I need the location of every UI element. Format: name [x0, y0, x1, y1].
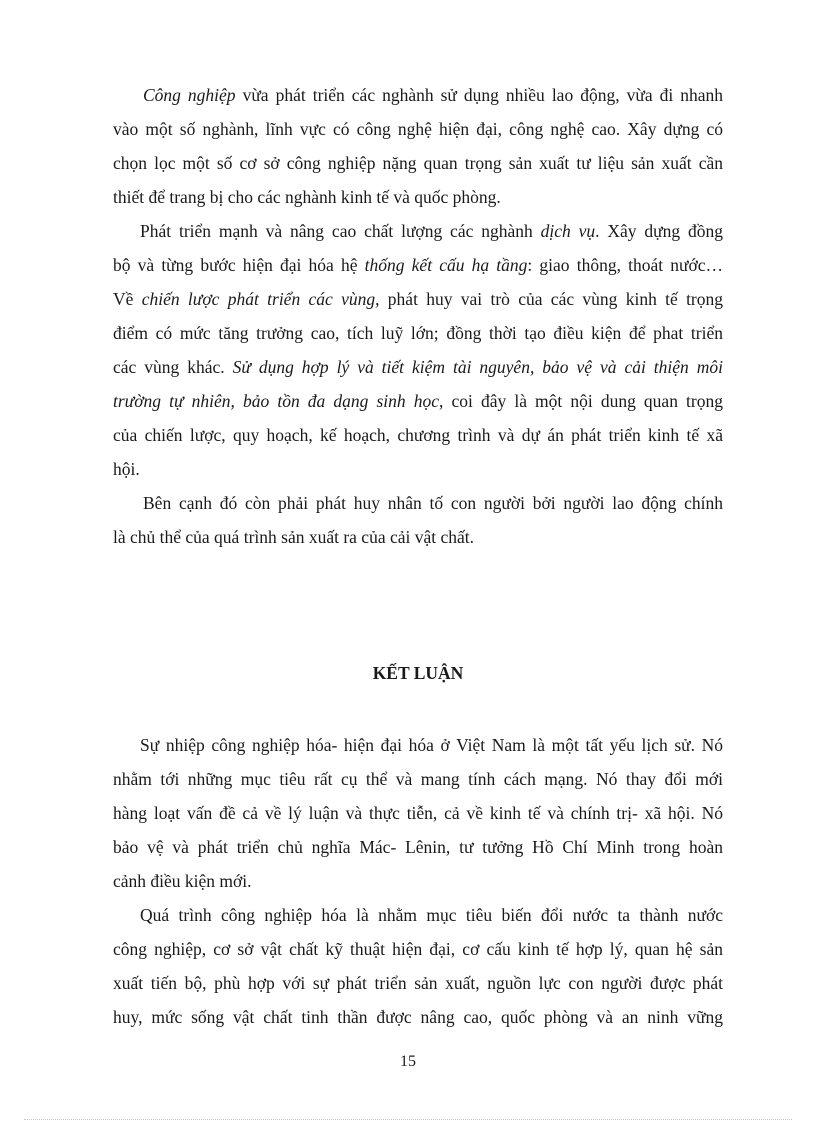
- paragraph-line: trường tự nhiên, bảo tồn đa dạng sinh học, coi đây là một nội dung quan trọng: [113, 391, 723, 411]
- paragraph-line: xuất tiến bộ, phù hợp với sự phát triển sản xuất, nguồn lực con người được phát: [113, 973, 723, 993]
- paragraph-line: điểm có mức tăng trưởng cao, tích luỹ lớn; đồng thời tạo điều kiện để phat triển: [113, 323, 723, 343]
- paragraph-line: hàng loạt vấn đề cả về lý luận và thực tiễn, cả về kinh tế và chính trị- xã hội. Nó: [113, 803, 723, 823]
- paragraph-line: Phát triển mạnh và nâng cao chất lượng các nghành dịch vụ. Xây dựng đồng: [140, 221, 723, 241]
- paragraph-line: hội.: [113, 459, 140, 479]
- page-number: 15: [400, 1053, 416, 1070]
- paragraph-line: bảo vệ và phát triển chủ nghĩa Mác- Lênin, tư tưởng Hồ Chí Minh trong hoàn: [113, 837, 723, 857]
- paragraph-line: vào một số nghành, lĩnh vực có công nghệ hiện đại, công nghệ cao. Xây dựng có: [113, 119, 723, 139]
- page-bottom-divider: [24, 1119, 792, 1120]
- paragraph-line: Công nghiệp vừa phát triển các nghành sử dụng nhiều lao động, vừa đi nhanh: [143, 85, 723, 105]
- italic-term: dịch vụ: [540, 221, 596, 241]
- paragraph-line: huy, mức sống vật chất tinh thần được nâng cao, quốc phòng và an ninh vững: [113, 1007, 723, 1027]
- paragraph-line: của chiến lược, quy hoạch, kế hoạch, chương trình và dự án phát triển kinh tế xã: [113, 425, 723, 445]
- paragraph-line: Quá trình công nghiệp hóa là nhằm mục tiêu biến đổi nước ta thành nước: [140, 905, 723, 925]
- paragraph-line: công nghiệp, cơ sở vật chất kỹ thuật hiện đại, cơ cấu kinh tế hợp lý, quan hệ sản: [113, 939, 723, 959]
- italic-term: trường tự nhiên, bảo tồn đa dạng sinh học: [113, 391, 440, 411]
- paragraph-line: chọn lọc một số cơ sở công nghiệp nặng quan trọng sản xuất tư liệu sản xuất cần: [113, 153, 723, 173]
- paragraph-line: các vùng khác. Sử dụng hợp lý và tiết kiệm tài nguyên, bảo vệ và cải thiện môi: [113, 357, 723, 377]
- paragraph-line: Về chiến lược phát triển các vùng, phát huy vai trò của các vùng kinh tế trọng: [113, 289, 724, 309]
- italic-term: chiến lược phát triển các vùng: [141, 289, 376, 309]
- italic-term: Sử dụng hợp lý và tiết kiệm tài nguyên, bảo vệ và cải thiện môi: [232, 357, 723, 377]
- paragraph-line: Sự nhiệp công nghiệp hóa- hiện đại hóa ở Việt Nam là một tất yếu lịch sử. Nó: [140, 735, 723, 755]
- paragraph-line: thiết để trang bị cho các nghành kinh tế và quốc phòng.: [113, 187, 501, 207]
- italic-term: thống kết cấu hạ tầng: [364, 255, 528, 275]
- paragraph-line: cảnh điều kiện mới.: [113, 871, 252, 891]
- paragraph-line: là chủ thể của quá trình sản xuất ra của cải vật chất.: [113, 527, 475, 547]
- section-heading: KẾT LUẬN: [372, 663, 464, 683]
- paragraph-line: Bên cạnh đó còn phải phát huy nhân tố con người bởi người lao động chính: [143, 493, 723, 513]
- italic-term: Công nghiệp: [143, 85, 236, 105]
- paragraph-line: nhằm tới những mục tiêu rất cụ thể và mang tính cách mạng. Nó thay đổi mới: [113, 769, 723, 789]
- paragraph-line: bộ và từng bước hiện đại hóa hệ thống kết cấu hạ tầng: giao thông, thoát nước…: [113, 255, 723, 275]
